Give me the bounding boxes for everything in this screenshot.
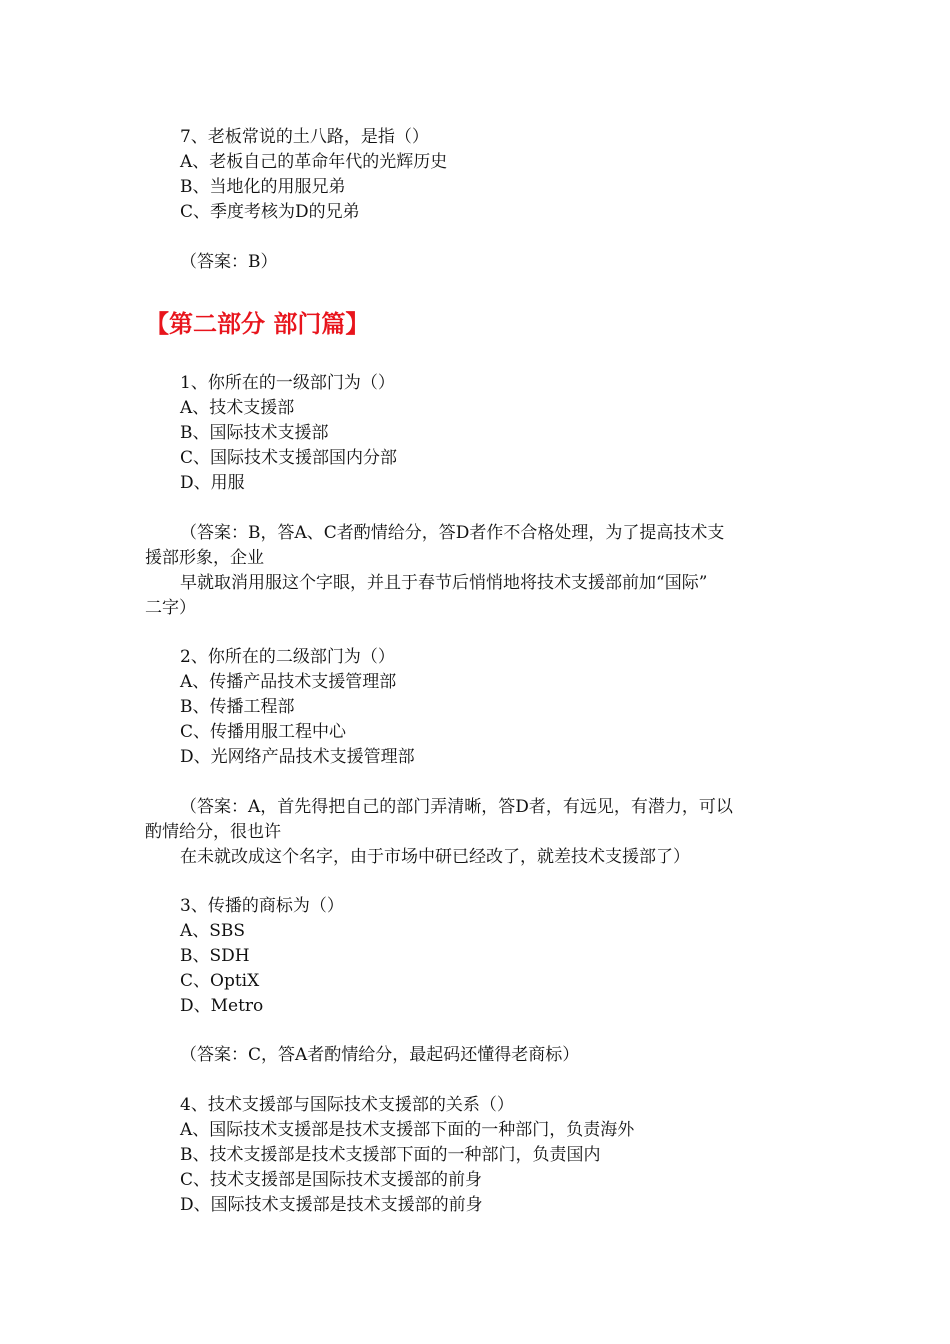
q7-option-c: C、季度考核为D的兄弟 (180, 202, 360, 222)
q2-option-a: A、传播产品技术支援管理部 (180, 672, 397, 692)
q2-answer-line-1: （答案：A，首先得把自己的部门弄清晰，答D者，有远见，有潜力，可以 (180, 797, 733, 817)
question-7: 7、老板常说的土八路，是指（） (180, 127, 429, 147)
q7-option-b: B、当地化的用服兄弟 (180, 177, 346, 197)
q4-option-d: D、国际技术支援部是技术支援部的前身 (180, 1195, 483, 1215)
q3-answer: （答案：C，答A者酌情给分，最起码还懂得老商标） (180, 1045, 580, 1065)
q1-option-b: B、国际技术支援部 (180, 423, 329, 443)
section-heading: 【第二部分 部门篇】 (145, 310, 370, 338)
q1-option-c: C、国际技术支援部国内分部 (180, 448, 398, 468)
question-2: 2、你所在的二级部门为（） (180, 647, 395, 667)
q4-option-b: B、技术支援部是技术支援部下面的一种部门，负责国内 (180, 1145, 601, 1165)
q2-option-d: D、光网络产品技术支援管理部 (180, 747, 415, 767)
q1-answer-line-3: 早就取消用服这个字眼，并且于春节后悄悄地将技术支援部前加“国际” (180, 573, 708, 593)
q4-option-a: A、国际技术支援部是技术支援部下面的一种部门，负责海外 (180, 1120, 635, 1140)
question-4: 4、技术支援部与国际技术支援部的关系（） (180, 1095, 514, 1115)
q3-option-b: B、SDH (180, 946, 250, 966)
question-3: 3、传播的商标为（） (180, 896, 344, 916)
question-1: 1、你所在的一级部门为（） (180, 373, 395, 393)
q1-option-a: A、技术支援部 (180, 398, 295, 418)
q1-answer-line-4: 二字） (145, 598, 196, 618)
q2-option-b: B、传播工程部 (180, 697, 295, 717)
q2-option-c: C、传播用服工程中心 (180, 722, 347, 742)
q3-option-d: D、Metro (180, 996, 264, 1016)
q2-answer-line-3: 在未就改成这个名字，由于市场中研已经改了，就差技术支援部了） (180, 847, 690, 867)
q2-answer-line-2: 酌情给分，很也许 (145, 822, 281, 842)
q7-option-a: A、老板自己的革命年代的光辉历史 (180, 152, 448, 172)
q1-answer-line-1: （答案：B，答A、C者酌情给分，答D者作不合格处理，为了提高技术支 (180, 523, 725, 543)
q7-answer: （答案：B） (180, 252, 278, 272)
q4-option-c: C、技术支援部是国际技术支援部的前身 (180, 1170, 483, 1190)
q3-option-c: C、OptiX (180, 971, 260, 991)
q3-option-a: A、SBS (180, 921, 246, 941)
q1-option-d: D、用服 (180, 473, 245, 493)
q1-answer-line-2: 援部形象，企业 (145, 548, 264, 568)
